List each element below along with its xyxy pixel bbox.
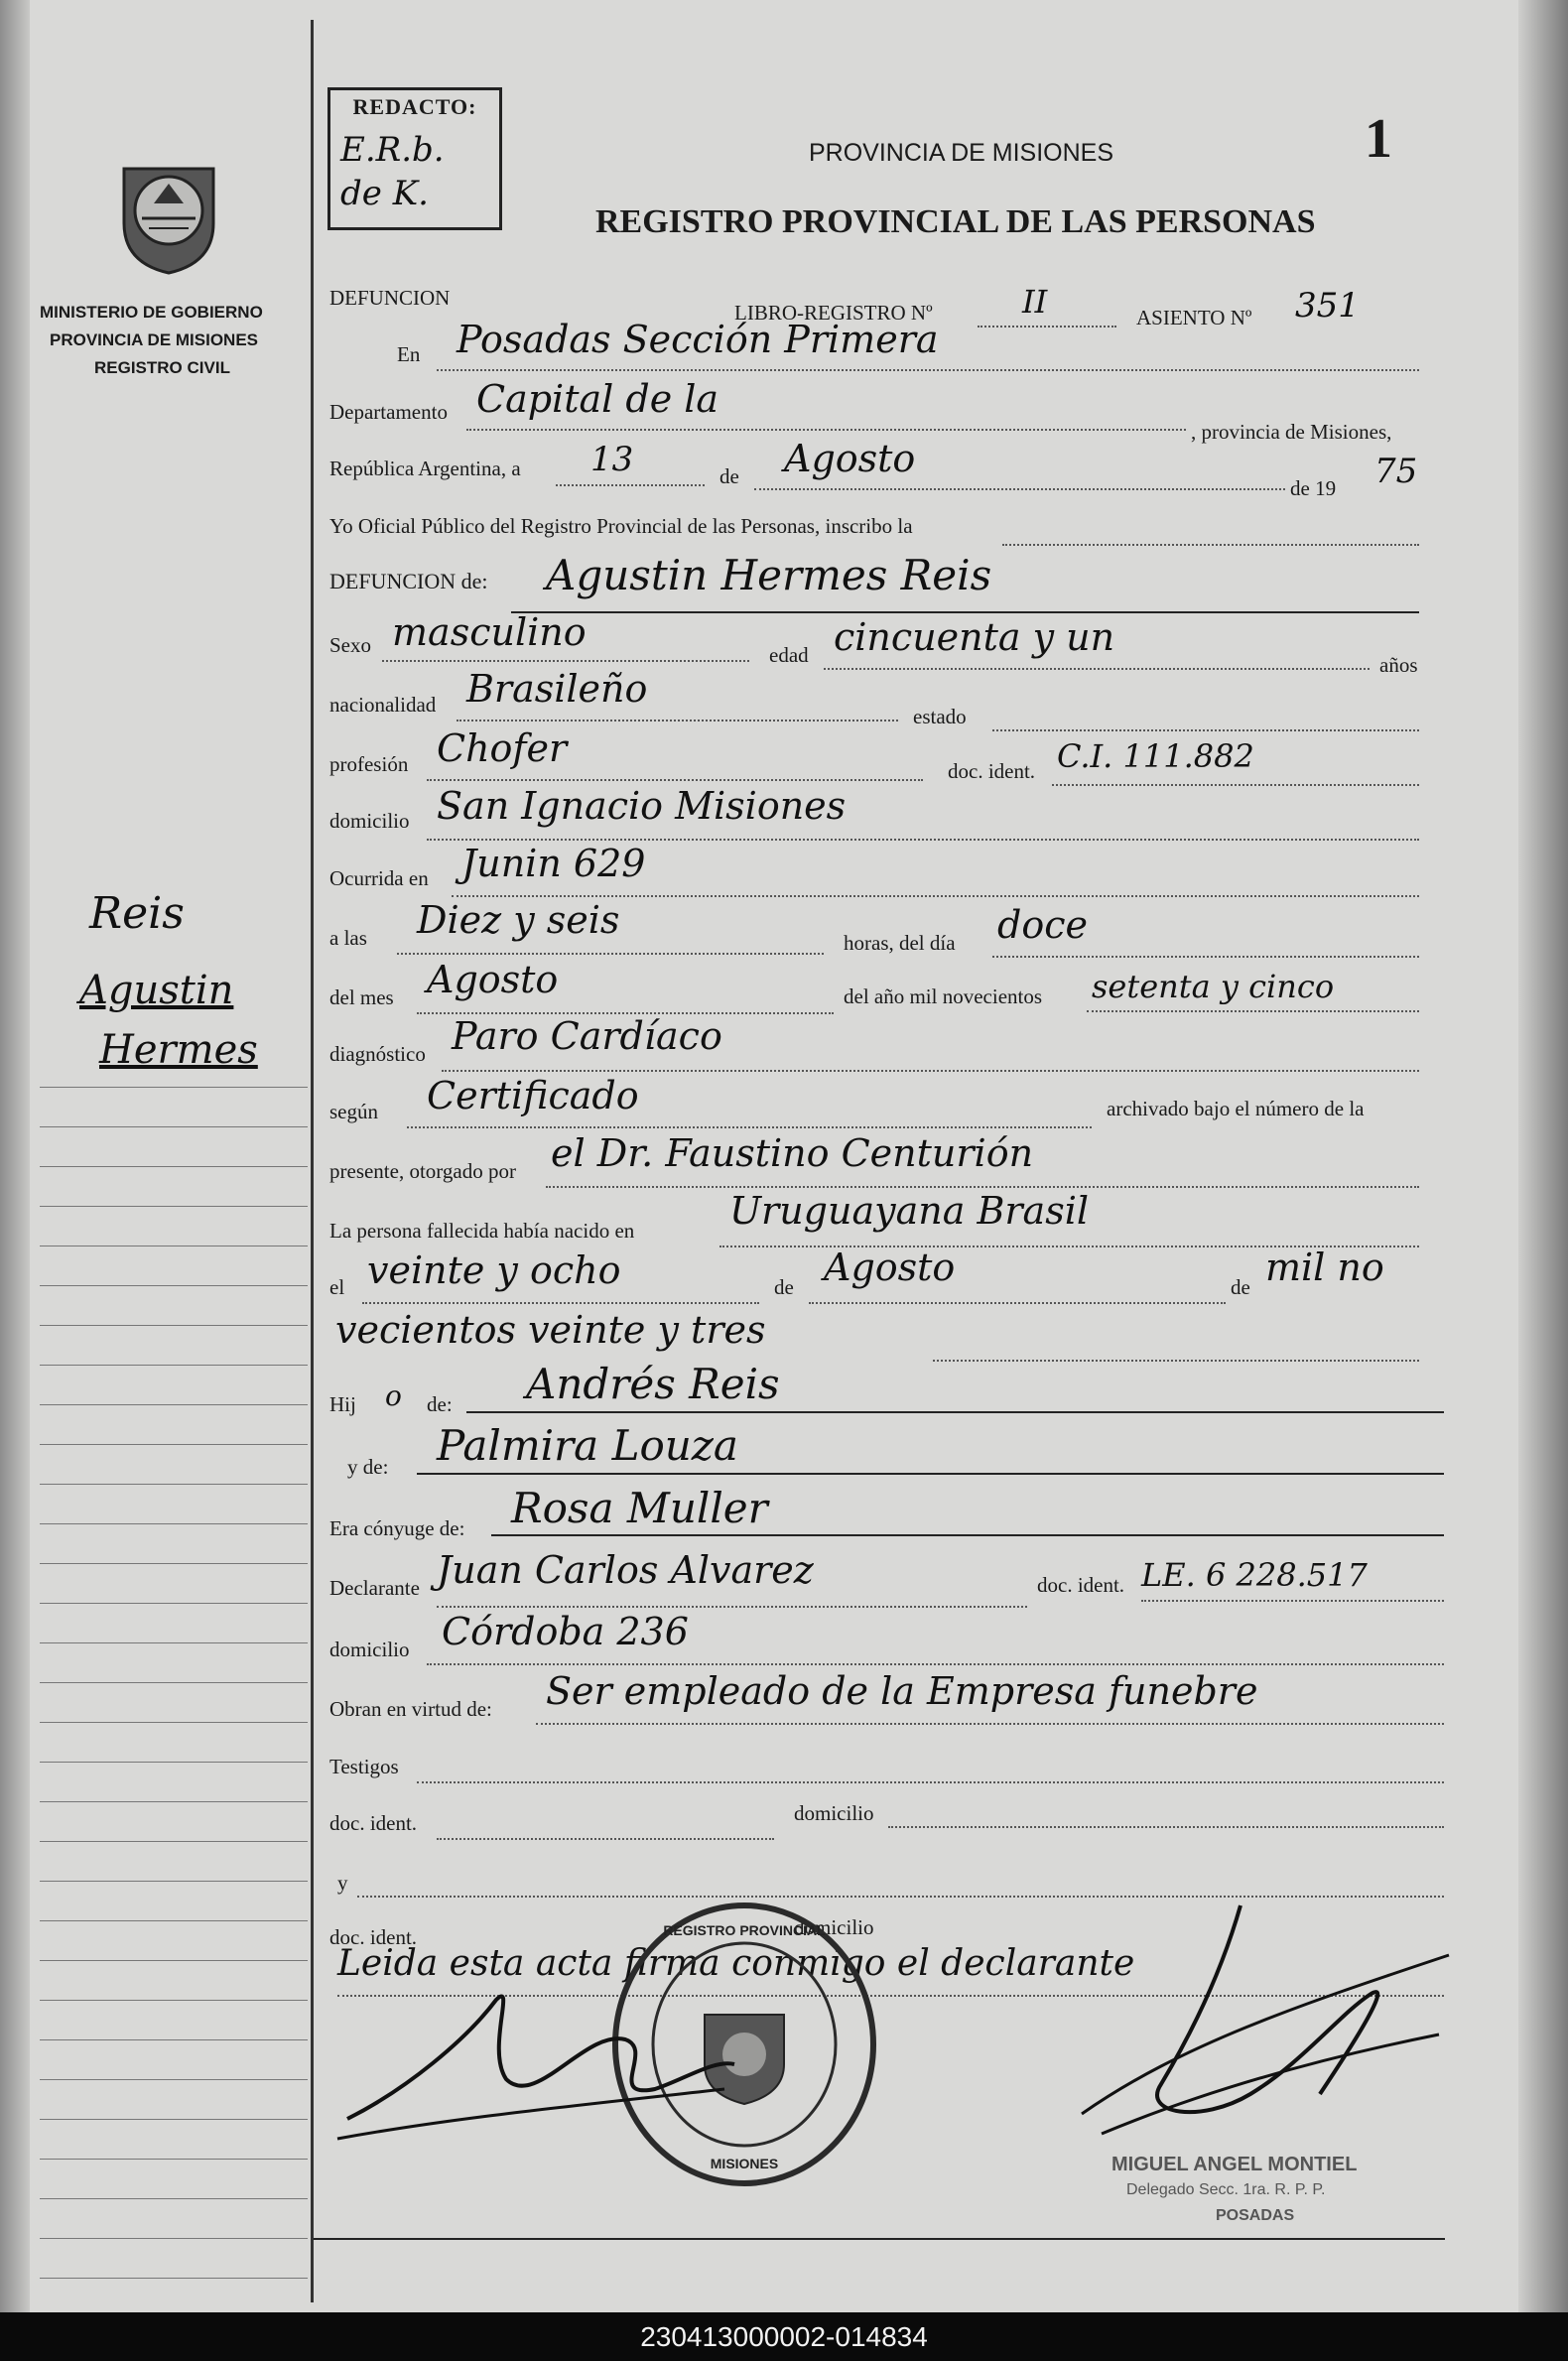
margin-rule-line — [40, 2238, 308, 2239]
sexo-dots — [382, 660, 749, 662]
declarante-dots — [437, 1606, 1027, 1608]
redacto-initials: E.R.b. de K. — [340, 130, 445, 213]
padre-value: Andrés Reis — [526, 1360, 780, 1408]
archivado-label: archivado bajo el número de la — [1107, 1097, 1365, 1120]
page-edge-left — [0, 0, 30, 2312]
margin-rule-line — [40, 1642, 308, 1643]
margin-note-firstname: Agustin — [79, 968, 234, 1013]
delmes-value: Agosto — [427, 958, 559, 1001]
margin-rule-line — [40, 1841, 308, 1842]
margin-rule-line — [40, 1484, 308, 1485]
madre-underline — [417, 1473, 1444, 1475]
libro-dots — [978, 326, 1116, 328]
province-title: PROVINCIA DE MISIONES — [809, 139, 1114, 167]
sexo-value: masculino — [392, 610, 587, 654]
registry-title: REGISTRO PROVINCIAL DE LAS PERSONAS — [595, 203, 1316, 240]
margin-rule-line — [40, 2278, 308, 2279]
domicilio2-label: domicilio — [329, 1638, 410, 1661]
anio-value: 75 — [1374, 452, 1418, 491]
signature-declarante-icon — [327, 1970, 744, 2149]
mes2-value: Agosto — [824, 1246, 956, 1289]
margin-rule-line — [40, 1563, 308, 1564]
nacido-label: La persona fallecida había nacido en — [329, 1219, 635, 1243]
domicilio-label: domicilio — [329, 809, 410, 833]
libro-value: II — [1022, 283, 1048, 321]
dia-letras-dots — [992, 956, 1419, 958]
ministry-line-1: MINISTERIO DE GOBIERNO — [40, 303, 263, 322]
hijo-label: Hij — [329, 1392, 356, 1416]
margin-rule-line — [40, 1285, 308, 1286]
margin-rule-line — [40, 1206, 308, 1207]
margin-rule-line — [40, 1444, 308, 1445]
defuncion-label: DEFUNCION — [329, 286, 451, 310]
provincia-suffix: , provincia de Misiones, — [1191, 420, 1392, 444]
nacionalidad-dots — [457, 720, 898, 721]
alas-value: Diez y seis — [417, 898, 620, 942]
presente-dots — [546, 1186, 1419, 1188]
en-label: En — [397, 342, 421, 366]
domicilio2-dots — [427, 1663, 1444, 1665]
domicilio-dots — [427, 839, 1419, 841]
dia-letras-value: doce — [997, 903, 1088, 947]
anos-label: años — [1379, 653, 1418, 677]
ministry-line-2: PROVINCIA DE MISIONES — [50, 330, 259, 349]
oficial-text: Yo Oficial Público del Registro Provincial de las Personas, inscribo la — [329, 514, 913, 538]
asiento-value: 351 — [1295, 286, 1360, 326]
svg-text:REGISTRO PROVINCIAL: REGISTRO PROVINCIAL — [663, 1922, 826, 1938]
domicilio4-label: domicilio — [794, 1915, 874, 1939]
edad-value: cincuenta y un — [834, 615, 1115, 659]
margin-rule-line — [40, 1722, 308, 1723]
official-name: MIGUEL ANGEL MONTIEL — [1111, 2154, 1358, 2175]
libro-label: LIBRO-REGISTRO Nº — [734, 301, 933, 325]
leida-value: Leida esta acta firma conmigo el declarante — [337, 1943, 1135, 1984]
nacionalidad-label: nacionalidad — [329, 693, 437, 717]
mes2-dots — [809, 1302, 1226, 1304]
edad-dots — [824, 668, 1370, 670]
doc-dots — [1052, 784, 1419, 786]
edad-label: edad — [769, 643, 809, 667]
margin-rule-line — [40, 1881, 308, 1882]
official-city: POSADAS — [1216, 2207, 1295, 2224]
segun-label: según — [329, 1100, 378, 1123]
doc3-dots — [437, 1838, 774, 1840]
redacto-box — [327, 87, 502, 230]
deceased-name: Agustin Hermes Reis — [546, 551, 992, 599]
madre-value: Palmira Louza — [437, 1421, 738, 1470]
hijo-de: de: — [427, 1392, 453, 1416]
oficial-dots — [1002, 544, 1419, 546]
en-value: Posadas Sección Primera — [457, 318, 939, 361]
conyuge-label: Era cónyuge de: — [329, 1516, 465, 1540]
official-role: Delegado Secc. 1ra. R. P. P. — [1126, 2181, 1326, 2198]
alas-label: a las — [329, 926, 367, 950]
margin-rule-line — [40, 2000, 308, 2001]
margin-rule-line — [40, 1682, 308, 1683]
margin-rule-line — [40, 1801, 308, 1802]
sexo-label: Sexo — [329, 633, 371, 657]
departamento-label: Departamento — [329, 400, 448, 424]
margin-rule-line — [40, 2079, 308, 2080]
margin-note-middlename: Hermes — [99, 1027, 258, 1073]
y-label: y — [337, 1871, 348, 1895]
presente-value: el Dr. Faustino Centurión — [551, 1131, 1034, 1175]
domicilio3-dots — [888, 1826, 1444, 1828]
declarante-label: Declarante — [329, 1576, 420, 1600]
ocurrida-label: Ocurrida en — [329, 866, 429, 890]
padre-underline — [466, 1411, 1444, 1413]
anio2-cont: vecientos veinte y tres — [335, 1308, 766, 1352]
horas-label: horas, del día — [844, 931, 956, 955]
margin-rule-line — [40, 2198, 308, 2199]
diagnostico-label: diagnóstico — [329, 1042, 426, 1066]
de3-label: de — [1231, 1275, 1250, 1299]
alas-dots — [397, 953, 824, 955]
signature-official-icon — [1042, 1896, 1459, 2144]
doc-ident4-label: doc. ident. — [329, 1925, 418, 1949]
margin-rule-line — [40, 2039, 308, 2040]
page-number: 1 — [1365, 108, 1392, 170]
dia-value: 13 — [590, 440, 634, 479]
estado-dots — [992, 729, 1419, 731]
doc-ident-label: doc. ident. — [948, 759, 1036, 783]
margin-rule-line — [40, 1365, 308, 1366]
testigos-dots — [417, 1781, 1444, 1783]
estado-label: estado — [913, 705, 967, 728]
margin-rule-line — [40, 1960, 308, 1961]
profesion-dots — [427, 779, 923, 781]
doc2-dots — [1141, 1600, 1444, 1602]
mes-value: Agosto — [784, 437, 916, 480]
el-dots — [362, 1302, 759, 1304]
hijo-o: o — [385, 1379, 402, 1412]
ocurrida-dots — [452, 895, 1419, 897]
delano-label: del año mil novecientos — [844, 984, 1043, 1008]
de-label: de — [719, 464, 739, 488]
mes-dots — [754, 488, 1285, 490]
profesion-value: Chofer — [437, 726, 568, 770]
delano-dots — [1087, 1010, 1419, 1012]
ocurrida-value: Junin 629 — [461, 842, 646, 885]
republica-label: República Argentina, a — [329, 457, 521, 480]
svg-text:MISIONES: MISIONES — [710, 2156, 779, 2171]
domicilio2-value: Córdoba 236 — [442, 1610, 689, 1653]
margin-rule-line — [40, 1762, 308, 1763]
ministry-line-3: REGISTRO CIVIL — [94, 358, 230, 377]
doc2-value: LE. 6 228.517 — [1141, 1556, 1368, 1594]
dia-dots — [556, 484, 705, 486]
conyuge-value: Rosa Muller — [511, 1484, 768, 1532]
nacionalidad-value: Brasileño — [466, 667, 648, 711]
testigos-label: Testigos — [329, 1755, 399, 1778]
segun-value: Certificado — [427, 1074, 639, 1117]
margin-rule-line — [40, 1920, 308, 1921]
document-id-footer: 230413000002-014834 — [0, 2312, 1568, 2361]
obran-label: Obran en virtud de: — [329, 1697, 492, 1721]
margin-rule-line — [40, 1325, 308, 1326]
bottom-frame-line — [314, 2238, 1445, 2240]
margin-note-surname: Reis — [89, 888, 185, 939]
departamento-dots — [466, 429, 1186, 431]
margin-rule-line — [40, 2119, 308, 2120]
doc-ident2-label: doc. ident. — [1037, 1573, 1125, 1597]
page-edge-right — [1518, 0, 1568, 2312]
delmes-label: del mes — [329, 985, 394, 1009]
de19-label: de 19 — [1290, 476, 1337, 500]
presente-label: presente, otorgado por — [329, 1159, 516, 1183]
coat-of-arms-icon — [104, 149, 233, 278]
obran-dots — [536, 1723, 1444, 1725]
declarante-value: Juan Carlos Alvarez — [437, 1548, 814, 1592]
en-dots — [437, 369, 1419, 371]
margin-rule-line — [40, 1126, 308, 1127]
doc-ident3-label: doc. ident. — [329, 1811, 418, 1835]
delano-value: setenta y cinco — [1092, 968, 1335, 1005]
el-label: el — [329, 1275, 345, 1299]
domicilio3-label: domicilio — [794, 1801, 874, 1825]
segun-dots — [407, 1126, 1092, 1128]
margin-rule-line — [40, 1523, 308, 1524]
doc-value: C.I. 111.882 — [1057, 737, 1254, 775]
de2-label: de — [774, 1275, 794, 1299]
diagnostico-dots — [442, 1070, 1419, 1072]
el-value: veinte y ocho — [367, 1248, 621, 1292]
diagnostico-value: Paro Cardíaco — [452, 1014, 722, 1058]
margin-rule-line — [40, 2159, 308, 2160]
margin-rule-line — [40, 1166, 308, 1167]
asiento-label: ASIENTO Nº — [1136, 306, 1252, 329]
margin-rule-line — [40, 1404, 308, 1405]
domicilio-value: San Ignacio Misiones — [437, 784, 847, 828]
yde-label: y de: — [347, 1455, 389, 1479]
nacido-value: Uruguayana Brasil — [729, 1189, 1090, 1233]
redacto-label: REDACTO: — [352, 94, 477, 119]
departamento-value: Capital de la — [476, 377, 719, 421]
margin-line — [311, 20, 314, 2302]
anio2-dots — [933, 1360, 1419, 1362]
margin-rule-line — [40, 1087, 308, 1088]
anio2-value: mil no — [1265, 1246, 1384, 1289]
defuncion-de-label: DEFUNCION de: — [329, 569, 488, 593]
obran-value: Ser empleado de la Empresa funebre — [546, 1669, 1258, 1713]
nombre-underline — [511, 611, 1419, 613]
margin-rule-line — [40, 1603, 308, 1604]
profesion-label: profesión — [329, 752, 409, 776]
conyuge-underline — [491, 1534, 1444, 1536]
